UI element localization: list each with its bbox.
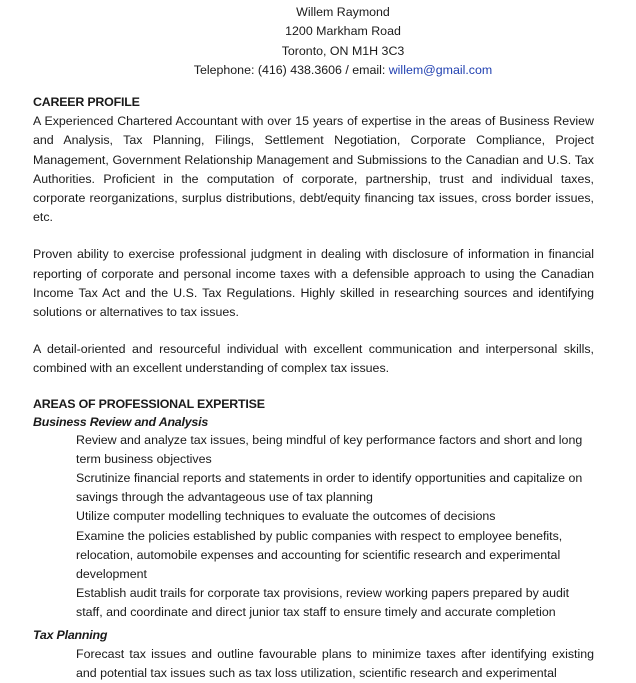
address-line-1: 1200 Markham Road <box>285 24 401 39</box>
list-item: Examine the policies established by public companies with respect to employee benefits, relocation, automobile expenses and accounting for scientific research and experimental development <box>76 528 563 582</box>
applicant-name: Willem Raymond <box>296 5 390 19</box>
career-profile-paragraph-3: A detail-oriented and resourceful individual with excellent communication and interpersonal skills, combined with an excellent understanding of complex tax issues. <box>33 342 594 376</box>
contact-header <box>93 3 593 80</box>
list-item: Forecast tax issues and outline favourable plans to minimize taxes after identifying existing and potential tax issues such as tax loss utilization, scientific research and experimental <box>76 646 594 680</box>
tax-planning-heading: Tax Planning <box>33 627 108 642</box>
list-item: Utilize computer modelling techniques to evaluate the outcomes of decisions <box>76 509 496 524</box>
resume-page <box>33 3 594 683</box>
tax-planning-list <box>33 645 594 683</box>
career-profile-title: CAREER PROFILE <box>33 95 140 110</box>
contact-line <box>93 61 593 80</box>
address-line-2: Toronto, ON M1H 3C3 <box>281 43 405 58</box>
expertise-title: AREAS OF PROFESSIONAL EXPERTISE <box>33 396 265 411</box>
career-profile-paragraph-1: A Experienced Chartered Accountant with over 15 years of expertise in the areas of Business Review and Analysis, Tax Planning, Filings, Settlement Negotiation, Corporate Compliance, Project Management, Government Relationship Management and Submissions to the Canadian and U.S. Tax Authorities. Proficient in the computation of corporate, partnership, trust and individual taxes, corporate reorganizations, surplus distributions, debt/equity financing tax issues, cross border issues, etc. <box>33 114 594 225</box>
list-item: Scrutinize financial reports and statements in order to identify opportunities and capitalize on savings through the advantageous use of tax planning <box>76 471 583 505</box>
email-link[interactable]: willem@gmail.com <box>388 62 493 77</box>
business-review-heading: Business Review and Analysis <box>33 414 209 429</box>
list-item: Establish audit trails for corporate tax provisions, review working papers prepared by audit staff, and coordinate and direct junior tax staff to ensure timely and accurate completion <box>76 586 570 620</box>
phone-text: Telephone: (416) 438.3606 / email: <box>193 62 389 77</box>
career-profile-paragraph-2: Proven ability to exercise professional judgment in dealing with disclosure of information in financial reporting of corporate and personal income taxes with a defensible approach to using the Canadian Income Tax Act and the U.S. Tax Regulations. Highly skilled in researching sources and identifying solutions or alternatives to tax issues. <box>33 247 594 320</box>
list-item: Review and analyze tax issues, being mindful of key performance factors and short and long term business objectives <box>76 432 583 466</box>
business-review-list <box>33 431 594 623</box>
